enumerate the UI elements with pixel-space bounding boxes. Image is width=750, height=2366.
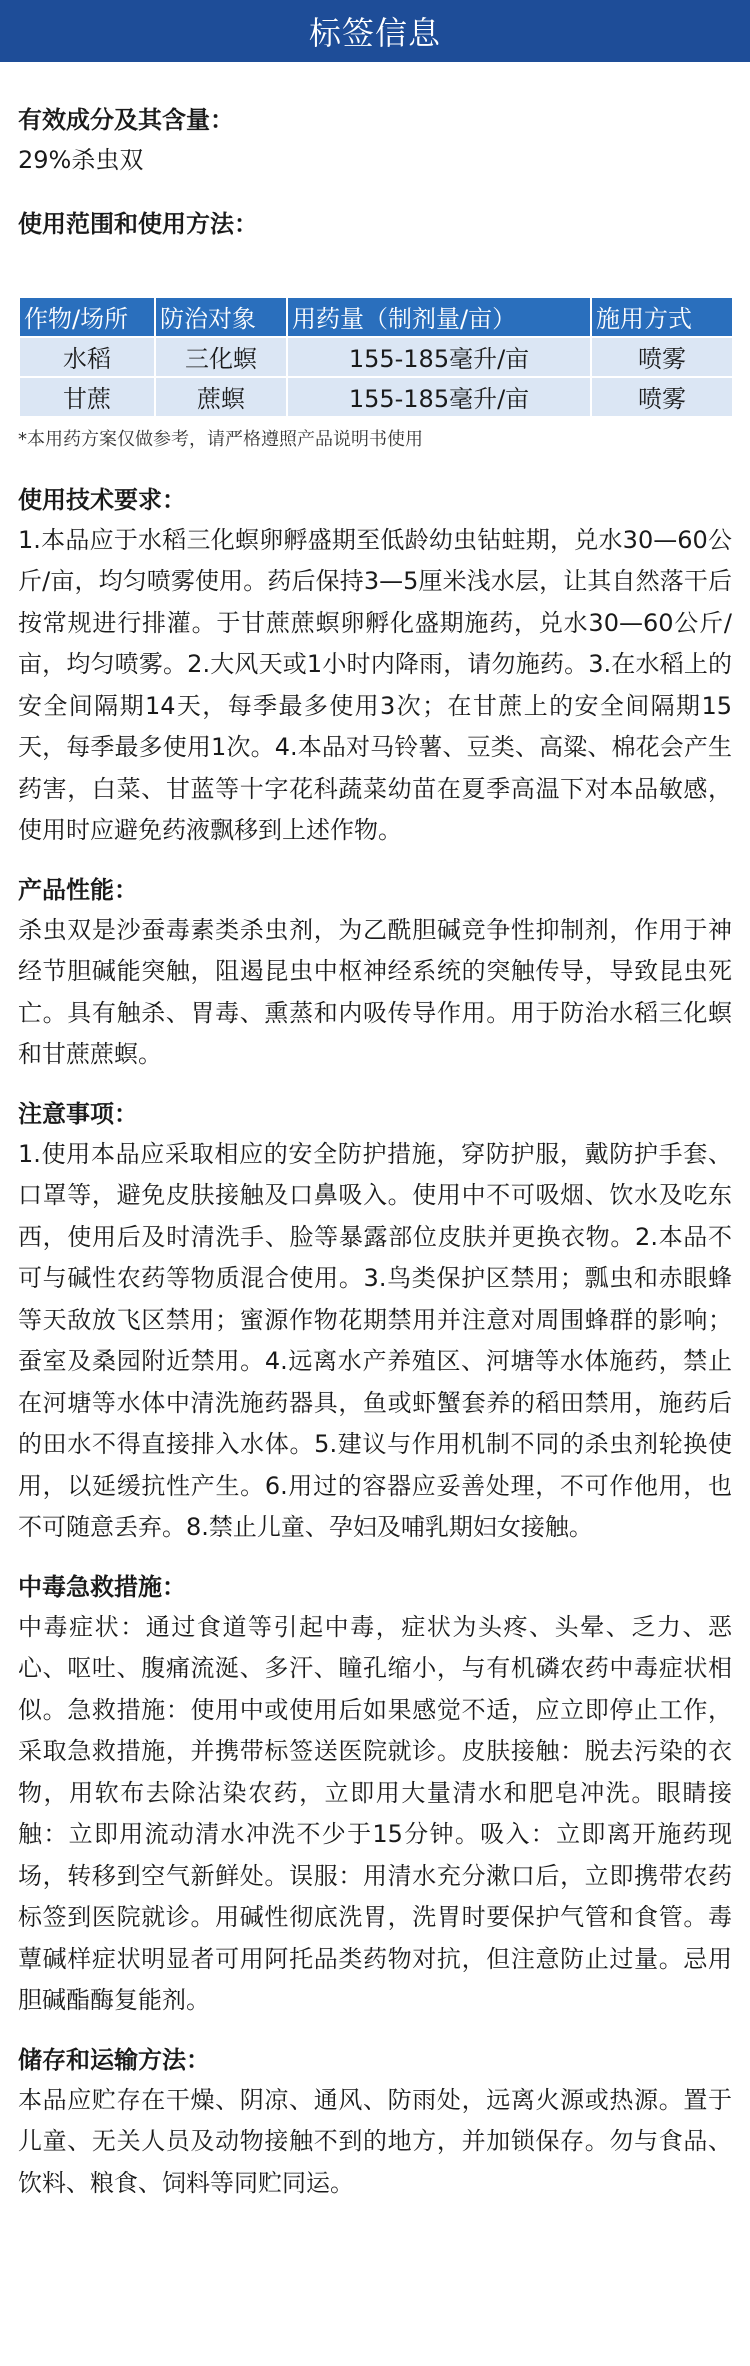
storage-title: 储存和运输方法：: [18, 2045, 210, 2074]
column-header-crop: 作物/场所: [19, 297, 155, 337]
label-content: [0, 100, 750, 2204]
table-row: [19, 377, 733, 417]
usage-table-header-row: [19, 297, 733, 337]
technical-title: 使用技术要求：: [18, 485, 186, 514]
ingredient-value: 29%杀虫双: [18, 146, 144, 174]
column-header-method: 施用方式: [591, 297, 733, 337]
cell-target: 蔗螟: [155, 377, 287, 417]
usage-note: *本用药方案仅做参考，请严格遵照产品说明书使用: [18, 428, 423, 450]
cell-method: 喷雾: [591, 337, 733, 377]
ingredient-section: [18, 100, 732, 182]
table-row: [19, 337, 733, 377]
column-header-target: 防治对象: [155, 297, 287, 337]
cell-crop: 水稻: [19, 337, 155, 377]
cell-method: 喷雾: [591, 377, 733, 417]
precautions-text: 1.使用本品应采取相应的安全防护措施，穿防护服，戴防护手套、口罩等，避免皮肤接触及口鼻吸入。使用中不可吸烟、饮水及吃东西，使用后及时清洗手、脸等暴露部位皮肤并更换衣物。2.本品不可与碱性农药等物质混合使用。3.鸟类保护区禁用；瓢虫和赤眼蜂等天敌放飞区禁用；蜜源作物花期禁用并注意对周围蜂群的影响；蚕室及桑园附近禁用。4.远离水产养殖区、河塘等水体施药，禁止在河塘等水体中清洗施药器具，鱼或虾蟹套养的稻田禁用，施药后的田水不得直接排入水体。5.建议与作用机制不同的杀虫剂轮换使用，以延缓抗性产生。6.用过的容器应妥善处理，不可作他用，也不可随意丢弃。8.禁止儿童、孕妇及哺乳期妇女接触。: [18, 1139, 732, 1541]
cell-dosage: 155-185毫升/亩: [287, 377, 591, 417]
precautions-title: 注意事项：: [18, 1099, 138, 1128]
ingredient-title: 有效成分及其含量：: [18, 106, 234, 134]
column-header-dosage: 用药量（制剂量/亩）: [287, 297, 591, 337]
cell-target: 三化螟: [155, 337, 287, 377]
usage-table: [18, 296, 734, 418]
precautions-section: [18, 1094, 732, 1549]
firstaid-section: [18, 1567, 732, 2022]
performance-section: [18, 870, 732, 1076]
firstaid-text: 中毒症状：通过食道等引起中毒，症状为头疼、头晕、乏力、恶心、呕吐、腹痛流涎、多汗、瞳孔缩小，与有机磷农药中毒症状相似。急救措施：使用中或使用后如果感觉不适，应立即停止工作，采取急救措施，并携带标签送医院就诊。皮肤接触：脱去污染的衣物，用软布去除沾染农药，立即用大量清水和肥皂冲洗。眼睛接触：立即用流动清水冲洗不少于15分钟。吸入：立即离开施药现场，转移到空气新鲜处。误服：用清水充分漱口后，立即携带农药标签到医院就诊。用碱性彻底洗胃，洗胃时要保护气管和食管。毒蕈碱样症状明显者可用阿托品类药物对抗，但注意防止过量。忌用胆碱酯酶复能剂。: [18, 1612, 732, 2014]
page-title: 标签信息: [308, 14, 441, 52]
cell-dosage: 155-185毫升/亩: [287, 337, 591, 377]
firstaid-title: 中毒急救措施：: [18, 1572, 186, 1601]
usage-title: 使用范围和使用方法：: [18, 209, 258, 238]
performance-text: 杀虫双是沙蚕毒素类杀虫剂，为乙酰胆碱竞争性抑制剂，作用于神经节胆碱能突触，阻遏昆虫中枢神经系统的突触传导，导致昆虫死亡。具有触杀、胃毒、熏蒸和内吸传导作用。用于防治水稻三化螟和甘蔗蔗螟。: [18, 915, 732, 1068]
cell-crop: 甘蔗: [19, 377, 155, 417]
performance-title: 产品性能：: [18, 875, 138, 904]
storage-text: 本品应贮存在干燥、阴凉、通风、防雨处，远离火源或热源。置于儿童、无关人员及动物接触不到的地方，并加锁保存。勿与食品、饮料、粮食、饲料等同贮同运。: [18, 2085, 732, 2197]
storage-section: [18, 2040, 732, 2205]
page-header: [0, 0, 750, 62]
technical-section: [18, 480, 732, 852]
technical-text: 1.本品应于水稻三化螟卵孵盛期至低龄幼虫钻蛀期，兑水30—60公斤/亩，均匀喷雾使用。药后保持3—5厘米浅水层，让其自然落干后按常规进行排灌。于甘蔗蔗螟卵孵化盛期施药，兑水30—60公斤/亩，均匀喷雾。2.大风天或1小时内降雨，请勿施药。3.在水稻上的安全间隔期14天，每季最多使用3次；在甘蔗上的安全间隔期15天，每季最多使用1次。4.本品对马铃薯、豆类、高粱、棉花会产生药害，白菜、甘蓝等十字花科蔬菜幼苗在夏季高温下对本品敏感，使用时应避免药液飘移到上述作物。: [18, 525, 732, 844]
